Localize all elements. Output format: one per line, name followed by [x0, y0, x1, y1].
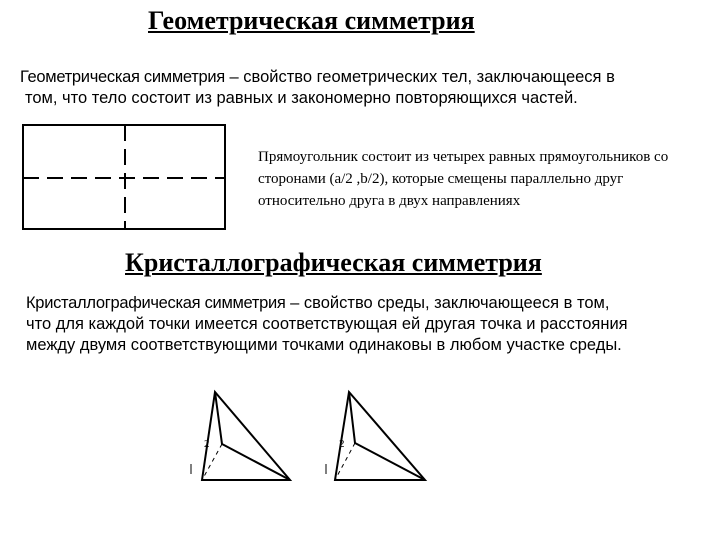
divided-rectangle-figure — [20, 122, 230, 232]
crystallographic-symmetry-term: Кристаллографическая симметрия — [26, 294, 286, 312]
geometric-symmetry-definition — [20, 67, 710, 109]
left-triangle-outline — [202, 392, 290, 480]
definition-text-1: – свойство геометрических тел, заключающееся в — [224, 68, 615, 86]
definition-line-1 — [20, 67, 710, 88]
crystal-definition-line-3: между двумя соответствующими точками одинаковы в любом участке среды. — [26, 336, 622, 354]
crystal-definition-text-1: – свойство среды, заключающееся в том, — [285, 294, 610, 312]
crystal-definition-line-2: что для каждой точки имеется соответствующая ей другая точка и расстояния — [26, 315, 628, 333]
rectangle-caption: Прямоугольник состоит из четырех равных прямоугольников со сторонами (a/2 ,b/2), которые смещены параллельно друг относительно друга в двух направлениях — [258, 149, 669, 209]
crystallographic-symmetry-definition — [26, 293, 716, 356]
definition-line-2: том, что тело состоит из равных и закономерно повторяющихся частей. — [25, 89, 578, 107]
geometric-symmetry-term: Геометрическая симметрия — [20, 68, 225, 86]
left-triangle-figure — [180, 380, 310, 490]
crystallographic-symmetry-title: Кристаллографическая симметрия — [125, 248, 542, 277]
crystal-definition-line-1 — [26, 293, 716, 314]
right-triangle-label: 2 — [339, 438, 345, 450]
right-triangle-outline — [335, 392, 425, 480]
right-triangle-figure — [315, 380, 445, 490]
left-triangle-label: 2 — [204, 438, 210, 450]
geometric-symmetry-title: Геометрическая симметрия — [148, 6, 475, 35]
